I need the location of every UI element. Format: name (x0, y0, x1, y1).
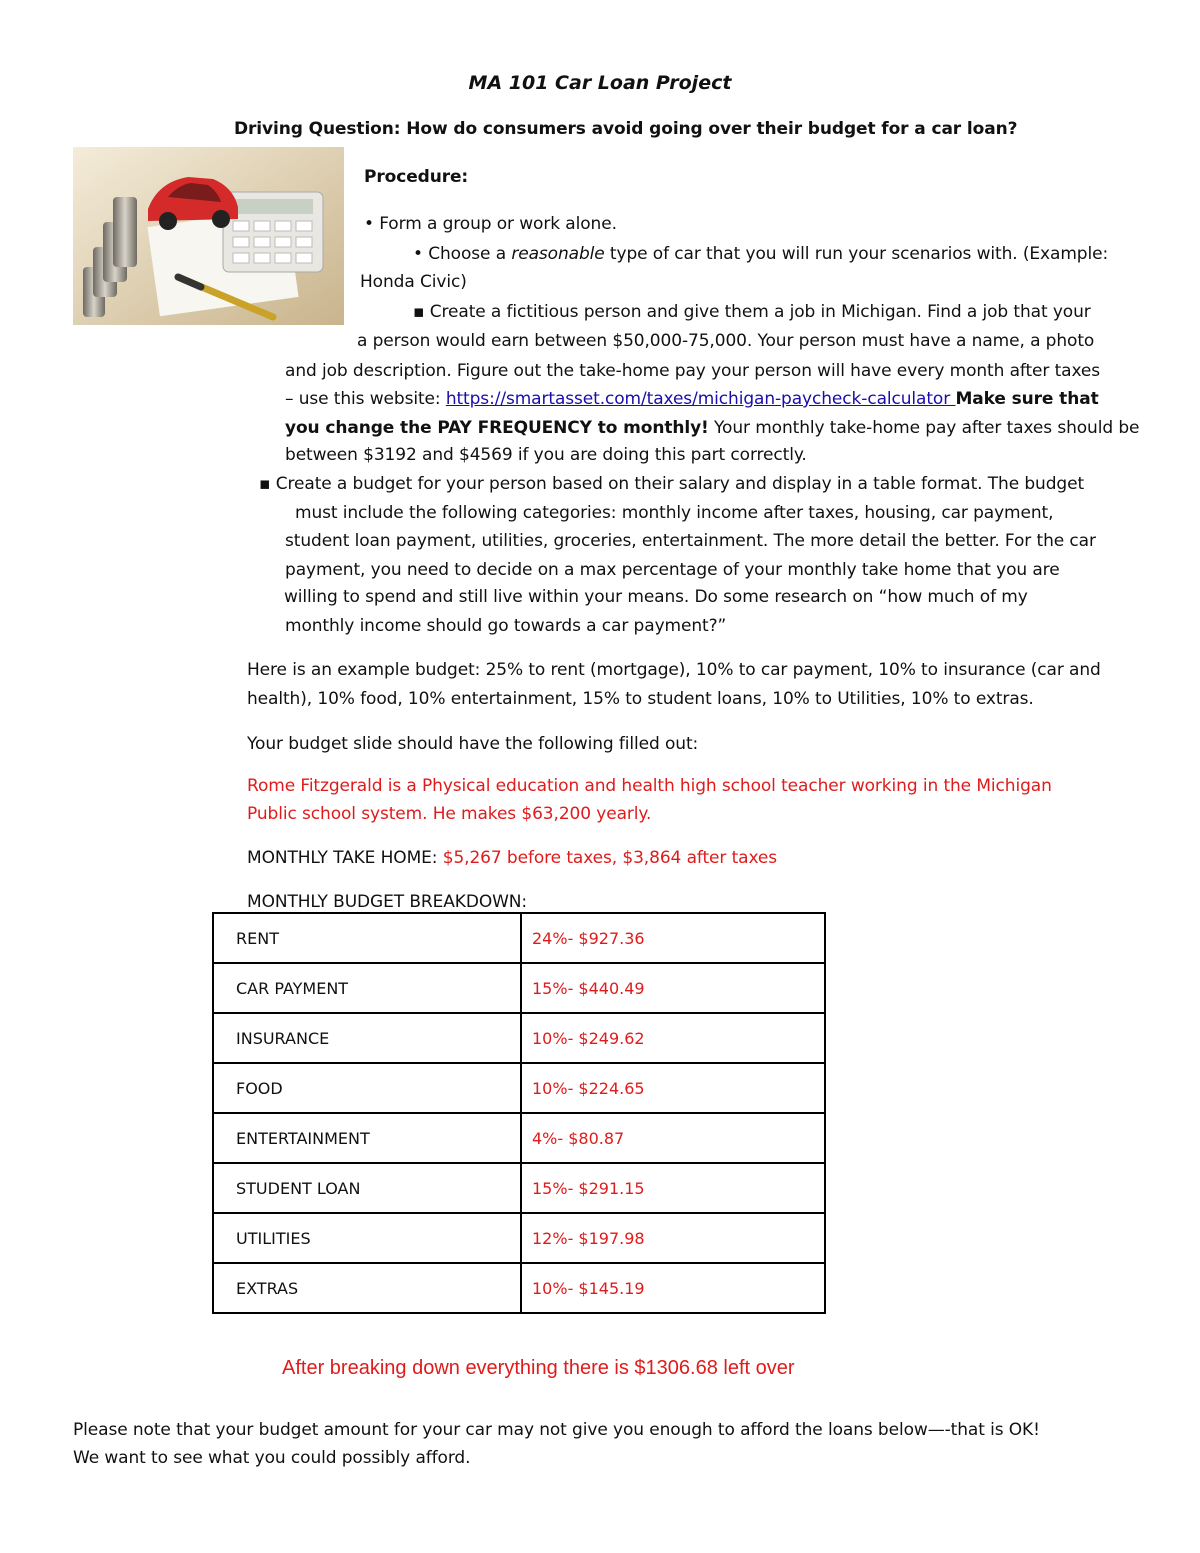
table-row (213, 1263, 825, 1313)
leftover-summary: After breaking down everything there is $1306.68 left over (282, 1357, 795, 1379)
procedure-step-4-line-2: must include the following categories: monthly income after taxes, housing, car payment, (295, 503, 1054, 523)
table-row (213, 1163, 825, 1213)
budget-amount: 15%- $291.15 (521, 1163, 825, 1213)
driving-question: Driving Question: How do consumers avoid going over their budget for a car loan? (234, 119, 1018, 139)
example-budget-line-2: health), 10% food, 10% entertainment, 15% to student loans, 10% to Utilities, 10% to extras. (247, 689, 1034, 709)
person-description-line-1: Rome Fitzgerald is a Physical education and health high school teacher working in the Michigan (247, 776, 1052, 796)
budget-breakdown-label: MONTHLY BUDGET BREAKDOWN: (247, 892, 528, 912)
budget-amount: 10%- $145.19 (521, 1263, 825, 1313)
example-budget-line-1: Here is an example budget: 25% to rent (mortgage), 10% to car payment, 10% to insurance (car and (247, 660, 1101, 680)
page-title: MA 101 Car Loan Project (468, 72, 732, 94)
budget-category: STUDENT LOAN (213, 1163, 521, 1213)
smartasset-link[interactable]: https://smartasset.com/taxes/michigan-paycheck-calculator (445, 389, 956, 409)
procedure-step-3: ▪ Create a fictitious person and give them a job in Michigan. Find a job that your (413, 302, 1091, 322)
closing-note-line-1: Please note that your budget amount for your car may not give you enough to afford the loans below—-that is OK! (73, 1420, 1040, 1440)
procedure-step-4-line-6: monthly income should go towards a car payment?” (285, 616, 727, 636)
budget-category: ENTERTAINMENT (213, 1113, 521, 1163)
procedure-step-4: ▪ Create a budget for your person based on their salary and display in a table format. The budget (259, 474, 1085, 494)
table-row (213, 1113, 825, 1163)
budget-table (212, 912, 826, 1314)
procedure-step-3-line-6: between $3192 and $4569 if you are doing this part correctly. (285, 445, 807, 465)
procedure-step-3-line-4: – use this website: https://smartasset.com/taxes/michigan-paycheck-calculator Make sure that (285, 389, 1099, 409)
monthly-take-home: MONTHLY TAKE HOME: $5,267 before taxes, $3,864 after taxes (247, 848, 778, 868)
budget-category: RENT (213, 913, 521, 963)
budget-slide-intro: Your budget slide should have the following filled out: (247, 734, 699, 754)
procedure-heading: Procedure: (364, 167, 469, 187)
procedure-step-2: • Choose a reasonable type of car that you will run your scenarios with. (Example: (413, 244, 1109, 264)
budget-category: FOOD (213, 1063, 521, 1113)
procedure-step-4-line-3: student loan payment, utilities, groceries, entertainment. The more detail the better. For the car (285, 531, 1096, 551)
person-description-line-2: Public school system. He makes $63,200 yearly. (247, 804, 652, 824)
procedure-step-2-cont: Honda Civic) (360, 272, 467, 292)
budget-category: EXTRAS (213, 1263, 521, 1313)
procedure-step-3-line-2: a person would earn between $50,000-75,000. Your person must have a name, a photo (357, 331, 1095, 351)
closing-note-line-2: We want to see what you could possibly afford. (73, 1448, 471, 1468)
procedure-step-4-line-5: willing to spend and still live within your means. Do some research on “how much of my (284, 587, 1028, 607)
budget-category: UTILITIES (213, 1213, 521, 1263)
table-row (213, 1063, 825, 1113)
procedure-step-3-line-5: you change the PAY FREQUENCY to monthly! Your monthly take-home pay after taxes should be (285, 418, 1140, 438)
budget-category: CAR PAYMENT (213, 963, 521, 1013)
procedure-step-3-line-3: and job description. Figure out the take-home pay your person will have every month after taxes (285, 361, 1101, 381)
car-coins-calculator-photo (73, 147, 344, 325)
table-row (213, 1213, 825, 1263)
table-row (213, 1013, 825, 1063)
take-home-value: $5,267 before taxes, $3,864 after taxes (442, 848, 778, 868)
budget-amount: 4%- $80.87 (521, 1113, 825, 1163)
budget-category: INSURANCE (213, 1013, 521, 1063)
procedure-step-4-line-4: payment, you need to decide on a max percentage of your monthly take home that you are (285, 560, 1060, 580)
budget-amount: 12%- $197.98 (521, 1213, 825, 1263)
budget-amount: 15%- $440.49 (521, 963, 825, 1013)
budget-amount: 10%- $224.65 (521, 1063, 825, 1113)
budget-amount: 10%- $249.62 (521, 1013, 825, 1063)
table-row (213, 963, 825, 1013)
budget-amount: 24%- $927.36 (521, 913, 825, 963)
table-row (213, 913, 825, 963)
procedure-step-1: • Form a group or work alone. (364, 214, 617, 234)
